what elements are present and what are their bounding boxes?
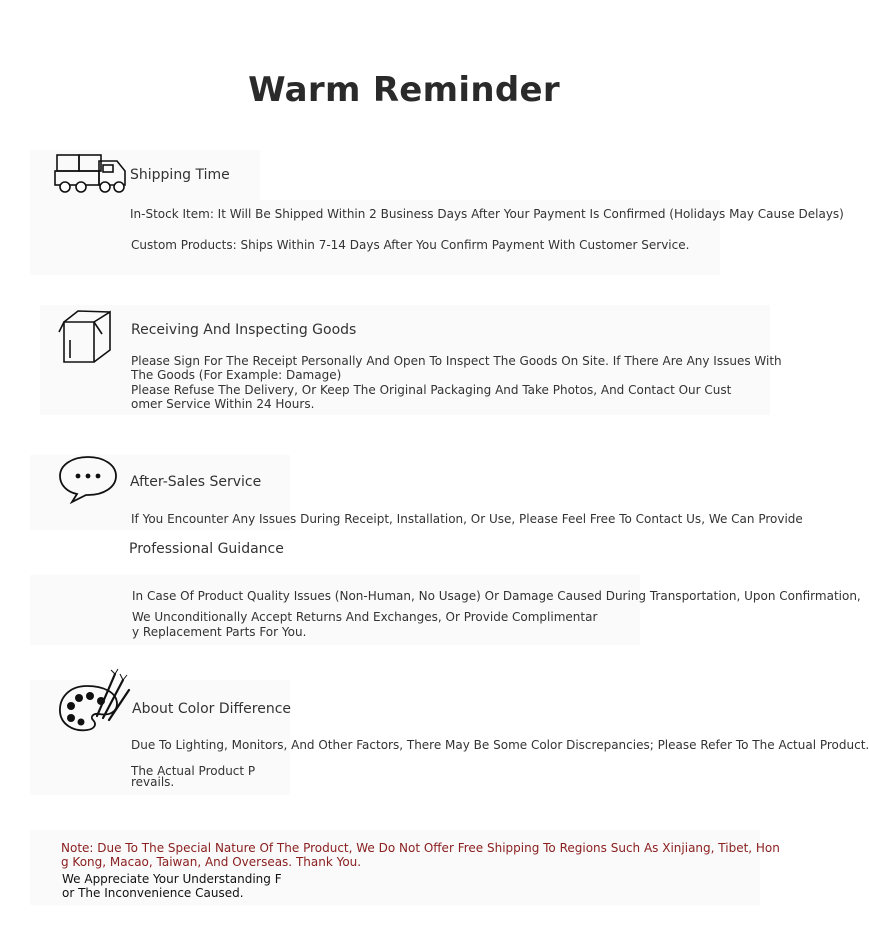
note-line: g Kong, Macao, Taiwan, And Overseas. Thank You. — [61, 855, 362, 869]
shipping-line: In-Stock Item: It Will Be Shipped Within 2 Business Days After Your Payment Is Confirmed (Holidays May Cause Delays) — [130, 207, 844, 221]
color-heading: About Color Difference — [132, 701, 292, 717]
after-sales-line: In Case Of Product Quality Issues (Non-Human, No Usage) Or Damage Caused During Transportation, Upon Confirmation, — [132, 589, 861, 603]
receiving-line: Please Refuse The Delivery, Or Keep The Original Packaging And Take Photos, And Contact Our Cust — [131, 383, 732, 397]
note-line: Note: Due To The Special Nature Of The Product, We Do Not Offer Free Shipping To Regions Such As Xinjiang, Tibet, Hon — [61, 841, 780, 855]
after-sales-line: If You Encounter Any Issues During Receipt, Installation, Or Use, Please Feel Free To Contact Us, We Can Provide — [131, 512, 803, 526]
appreciation-line: or The Inconvenience Caused. — [62, 886, 244, 900]
chat-bubble-icon — [58, 454, 120, 504]
shipping-heading: Shipping Time — [130, 167, 230, 183]
receiving-line: Please Sign For The Receipt Personally And Open To Inspect The Goods On Site. If There Are Any Issues With — [131, 354, 782, 368]
after-sales-subheading: Professional Guidance — [129, 541, 284, 557]
box-icon — [58, 308, 118, 364]
receiving-line: omer Service Within 24 Hours. — [131, 397, 315, 411]
truck-icon — [53, 152, 133, 196]
page-title: Warm Reminder — [248, 70, 560, 110]
appreciation-line: We Appreciate Your Understanding F — [62, 872, 282, 886]
paint-palette-icon — [57, 668, 131, 734]
receiving-heading: Receiving And Inspecting Goods — [131, 322, 357, 338]
shipping-line: Custom Products: Ships Within 7-14 Days After You Confirm Payment With Customer Service. — [131, 238, 690, 252]
after-sales-heading: After-Sales Service — [130, 474, 262, 490]
color-line: The Actual Product P — [131, 764, 256, 778]
receiving-line: The Goods (For Example: Damage) — [131, 368, 342, 382]
after-sales-line: y Replacement Parts For You. — [132, 625, 307, 639]
after-sales-line: We Unconditionally Accept Returns And Exchanges, Or Provide Complimentar — [132, 610, 598, 624]
color-line: Due To Lighting, Monitors, And Other Factors, There May Be Some Color Discrepancies; Please Refer To The Actual Product. — [131, 738, 869, 752]
color-line: revails. — [131, 775, 175, 789]
